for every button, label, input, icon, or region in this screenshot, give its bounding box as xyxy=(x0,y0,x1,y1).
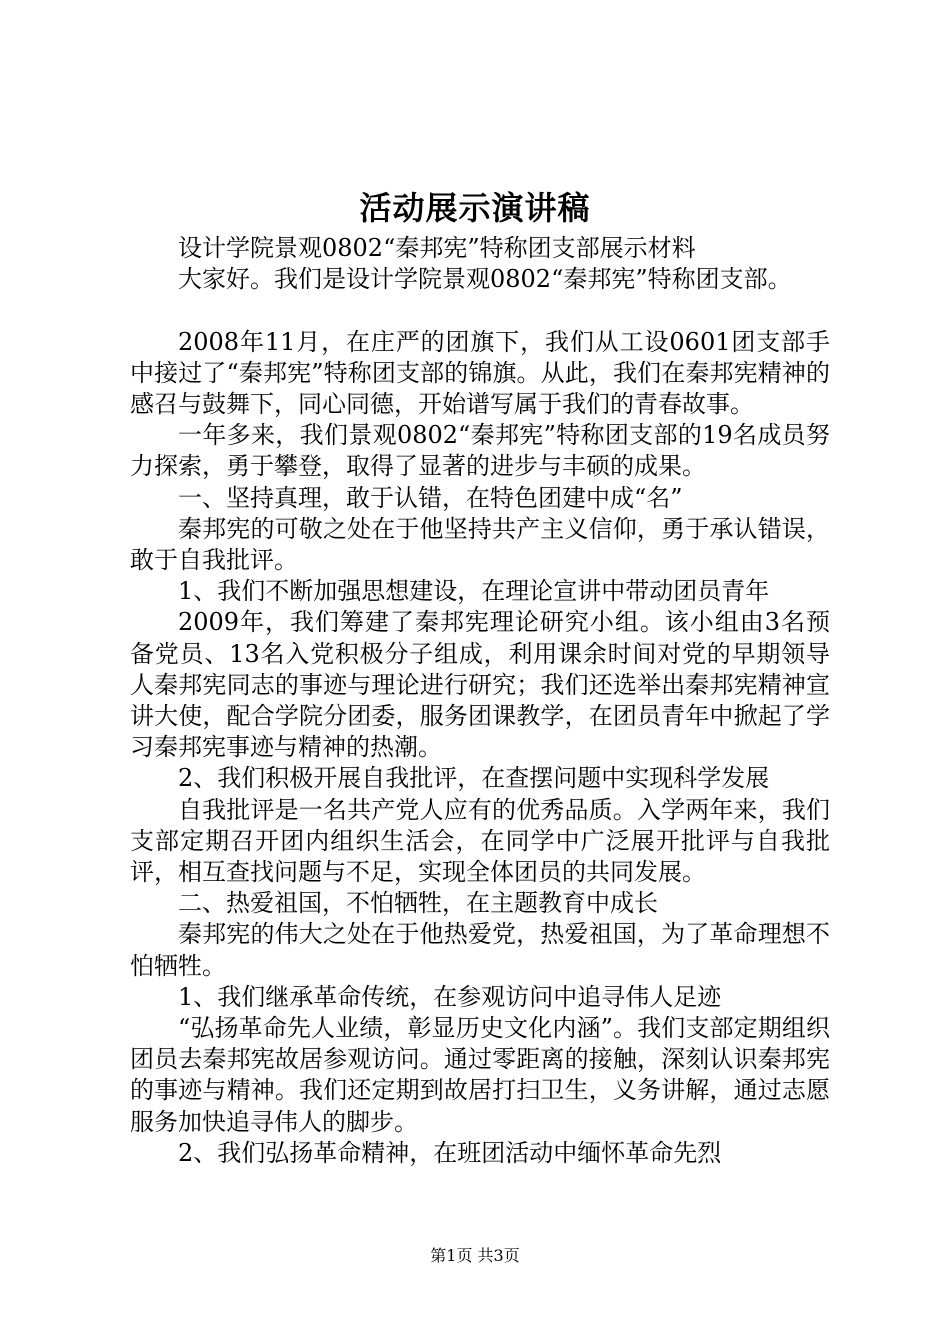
subsection-heading: 2、我们积极开展自我批评，在查摆问题中实现科学发展 xyxy=(178,764,770,793)
paragraph: “弘扬革命先人业绩，彰显历史文化内涵”。我们支部定期组织团员去秦邦宪故居参观访问。通过零距离的接触，深刻认识秦邦宪的事迹与精神。我们还定期到故居打扫卫生，义务讲解，通过志愿服务加快追寻伟人的脚步。 xyxy=(130,1014,830,1136)
paragraph-subtitle: 设计学院景观0802“秦邦宪”特称团支部展示材料 xyxy=(178,234,696,262)
document-body xyxy=(130,233,830,1169)
subsection-heading: 1、我们不断加强思想建设，在理论宣讲中带动团员青年 xyxy=(178,577,770,606)
paragraph: 2008年11月，在庄严的团旗下，我们从工设0601团支部手中接过了“秦邦宪”特称团支部的锦旗。从此，我们在秦邦宪精神的感召与鼓舞下，同心同德，开始谱写属于我们的青春故事。 xyxy=(130,327,830,418)
subsection-heading: 1、我们继承革命传统，在参观访问中追寻伟人足迹 xyxy=(178,982,722,1011)
section-heading: 一、坚持真理，敢于认错，在特色团建中成“名” xyxy=(178,483,683,512)
paragraph: 一年多来，我们景观0802“秦邦宪”特称团支部的19名成员努力探索，勇于攀登，取得了显著的进步与丰硕的成果。 xyxy=(130,421,830,481)
document-title: 活动展示演讲稿 xyxy=(359,189,591,227)
section-heading: 二、热爱祖国，不怕牺牲，在主题教育中成长 xyxy=(178,889,658,918)
paragraph: 秦邦宪的伟大之处在于他热爱党，热爱祖国，为了革命理想不怕牺牲。 xyxy=(130,920,830,980)
paragraph: 秦邦宪的可敬之处在于他坚持共产主义信仰，勇于承认错误，敢于自我批评。 xyxy=(130,514,830,575)
page-footer: 第1页 共3页 xyxy=(430,1246,520,1265)
paragraph: 2009年，我们筹建了秦邦宪理论研究小组。该小组由3名预备党员、13名入党积极分子组成，利用课余时间对党的早期领导人秦邦宪同志的事迹与理论进行研究；我们还选举出秦邦宪精神宣讲大使，配合学院分团委，服务团课教学，在团员青年中掀起了学习秦邦宪事迹与精神的热潮。 xyxy=(130,608,830,762)
paragraph: 自我批评是一名共产党人应有的优秀品质。入学两年来，我们支部定期召开团内组织生活会，在同学中广泛展开批评与自我批评，相互查找问题与不足，实现全体团员的共同发展。 xyxy=(130,795,830,887)
paragraph-greeting: 大家好。我们是设计学院景观0802“秦邦宪”特称团支部。 xyxy=(178,265,792,294)
subsection-heading: 2、我们弘扬革命精神，在班团活动中缅怀革命先烈 xyxy=(178,1138,722,1167)
blank-line xyxy=(130,295,830,326)
